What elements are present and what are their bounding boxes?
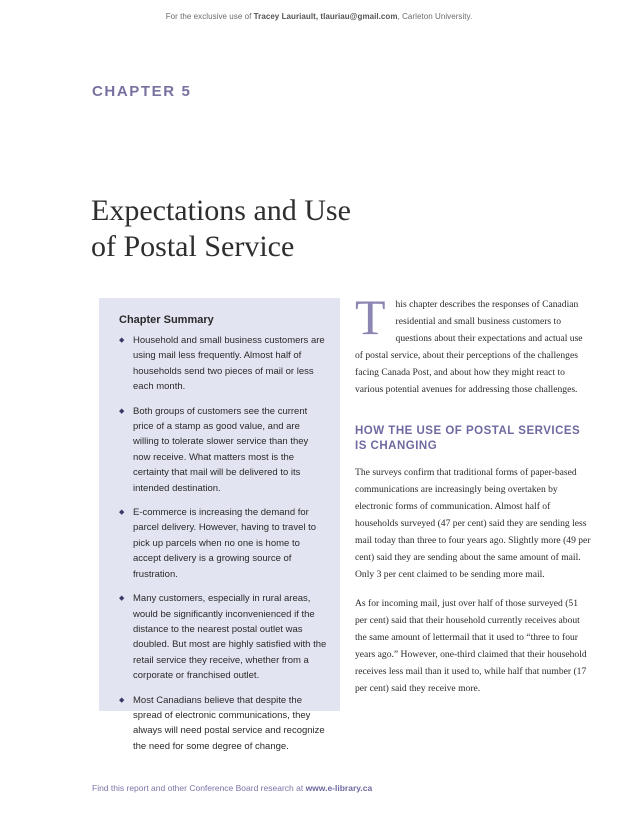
page-title bbox=[91, 193, 531, 265]
footer-note bbox=[92, 783, 372, 793]
summary-item bbox=[99, 333, 340, 395]
summary-title: Chapter Summary bbox=[119, 314, 214, 326]
diamond-bullet-icon: ◆ bbox=[119, 337, 125, 344]
intro-paragraph bbox=[355, 289, 591, 398]
section-heading: HOW THE USE OF POSTAL SERVICES IS CHANGING bbox=[355, 425, 581, 452]
summary-item bbox=[99, 505, 340, 582]
summary-item bbox=[99, 404, 340, 496]
footer-link[interactable]: www.e-library.ca bbox=[305, 783, 373, 793]
summary-item-text: Many customers, especially in rural areas, would be significantly inconvenienced if the distance to the nearest postal outlet was doubled. But most are highly satisfied with the retail service they receive, whether from a corporate or franchised outlet. bbox=[133, 593, 327, 682]
note-prefix: For the exclusive use of bbox=[165, 12, 254, 21]
chapter-label: CHAPTER 5 bbox=[92, 83, 192, 100]
body-column bbox=[355, 289, 591, 709]
summary-item-text: Most Canadians believe that despite the spread of electronic communications, they always will need postal service and recognize the need for some degree of change. bbox=[133, 694, 325, 752]
exclusive-use-note bbox=[0, 12, 638, 21]
summary-item-text: Both groups of customers see the current price of a stamp as good value, and are willing to tolerate slower service than they now receive. What matters most is the certainty that mail will be delivered to its intended destination. bbox=[133, 405, 309, 494]
note-suffix: , Carleton University. bbox=[397, 12, 473, 21]
body-paragraph: The surveys confirm that traditional forms of paper-based communications are increasingly being overtaken by electronic forms of communication. Almost half of households surveyed (47 per cent) said they are sending less mail today than three to four years ago. Slightly more (49 per cent) said they are sending about the same amount of mail. Only 3 per cent claimed to be sending more mail. bbox=[355, 467, 591, 580]
summary-item bbox=[99, 591, 340, 683]
title-line-1: Expectations and Use bbox=[91, 194, 351, 227]
drop-cap: T bbox=[355, 289, 386, 345]
body-paragraph: As for incoming mail, just over half of those surveyed (51 per cent) said that their household currently receives about the same amount of lettermail that it used to “three to four years ago.” However, one-third claimed that their household receives less mail than it used to, while half that number (17 per cent) said they receive more. bbox=[355, 598, 587, 694]
summary-list bbox=[99, 333, 340, 763]
diamond-bullet-icon: ◆ bbox=[119, 696, 125, 704]
note-name: Tracey Lauriault, tlauriau@gmail.com bbox=[253, 12, 398, 21]
diamond-bullet-icon: ◆ bbox=[119, 407, 125, 415]
diamond-bullet-icon: ◆ bbox=[119, 509, 125, 517]
intro-text: his chapter describes the responses of Canadian residential and small business customers to questions about their expectations and actual use of postal service, about their perceptions of the challenges facing Canada Post, and about how they might react to various potential avenues for addressing those challenges. bbox=[355, 299, 583, 395]
title-line-2: of Postal Service bbox=[91, 230, 295, 263]
summary-item-text: Household and small business customers are using mail less frequently. Almost half of households send two pieces of mail or less each month. bbox=[133, 335, 325, 393]
summary-item-text: E-commerce is increasing the demand for parcel delivery. However, having to travel to pick up parcels when no one is home to accept delivery is a growing source of frustration. bbox=[133, 507, 317, 580]
summary-item bbox=[99, 693, 340, 755]
chapter-summary-box bbox=[99, 298, 340, 752]
footer-prefix: Find this report and other Conference Board research at bbox=[92, 783, 306, 793]
diamond-bullet-icon: ◆ bbox=[119, 595, 125, 603]
